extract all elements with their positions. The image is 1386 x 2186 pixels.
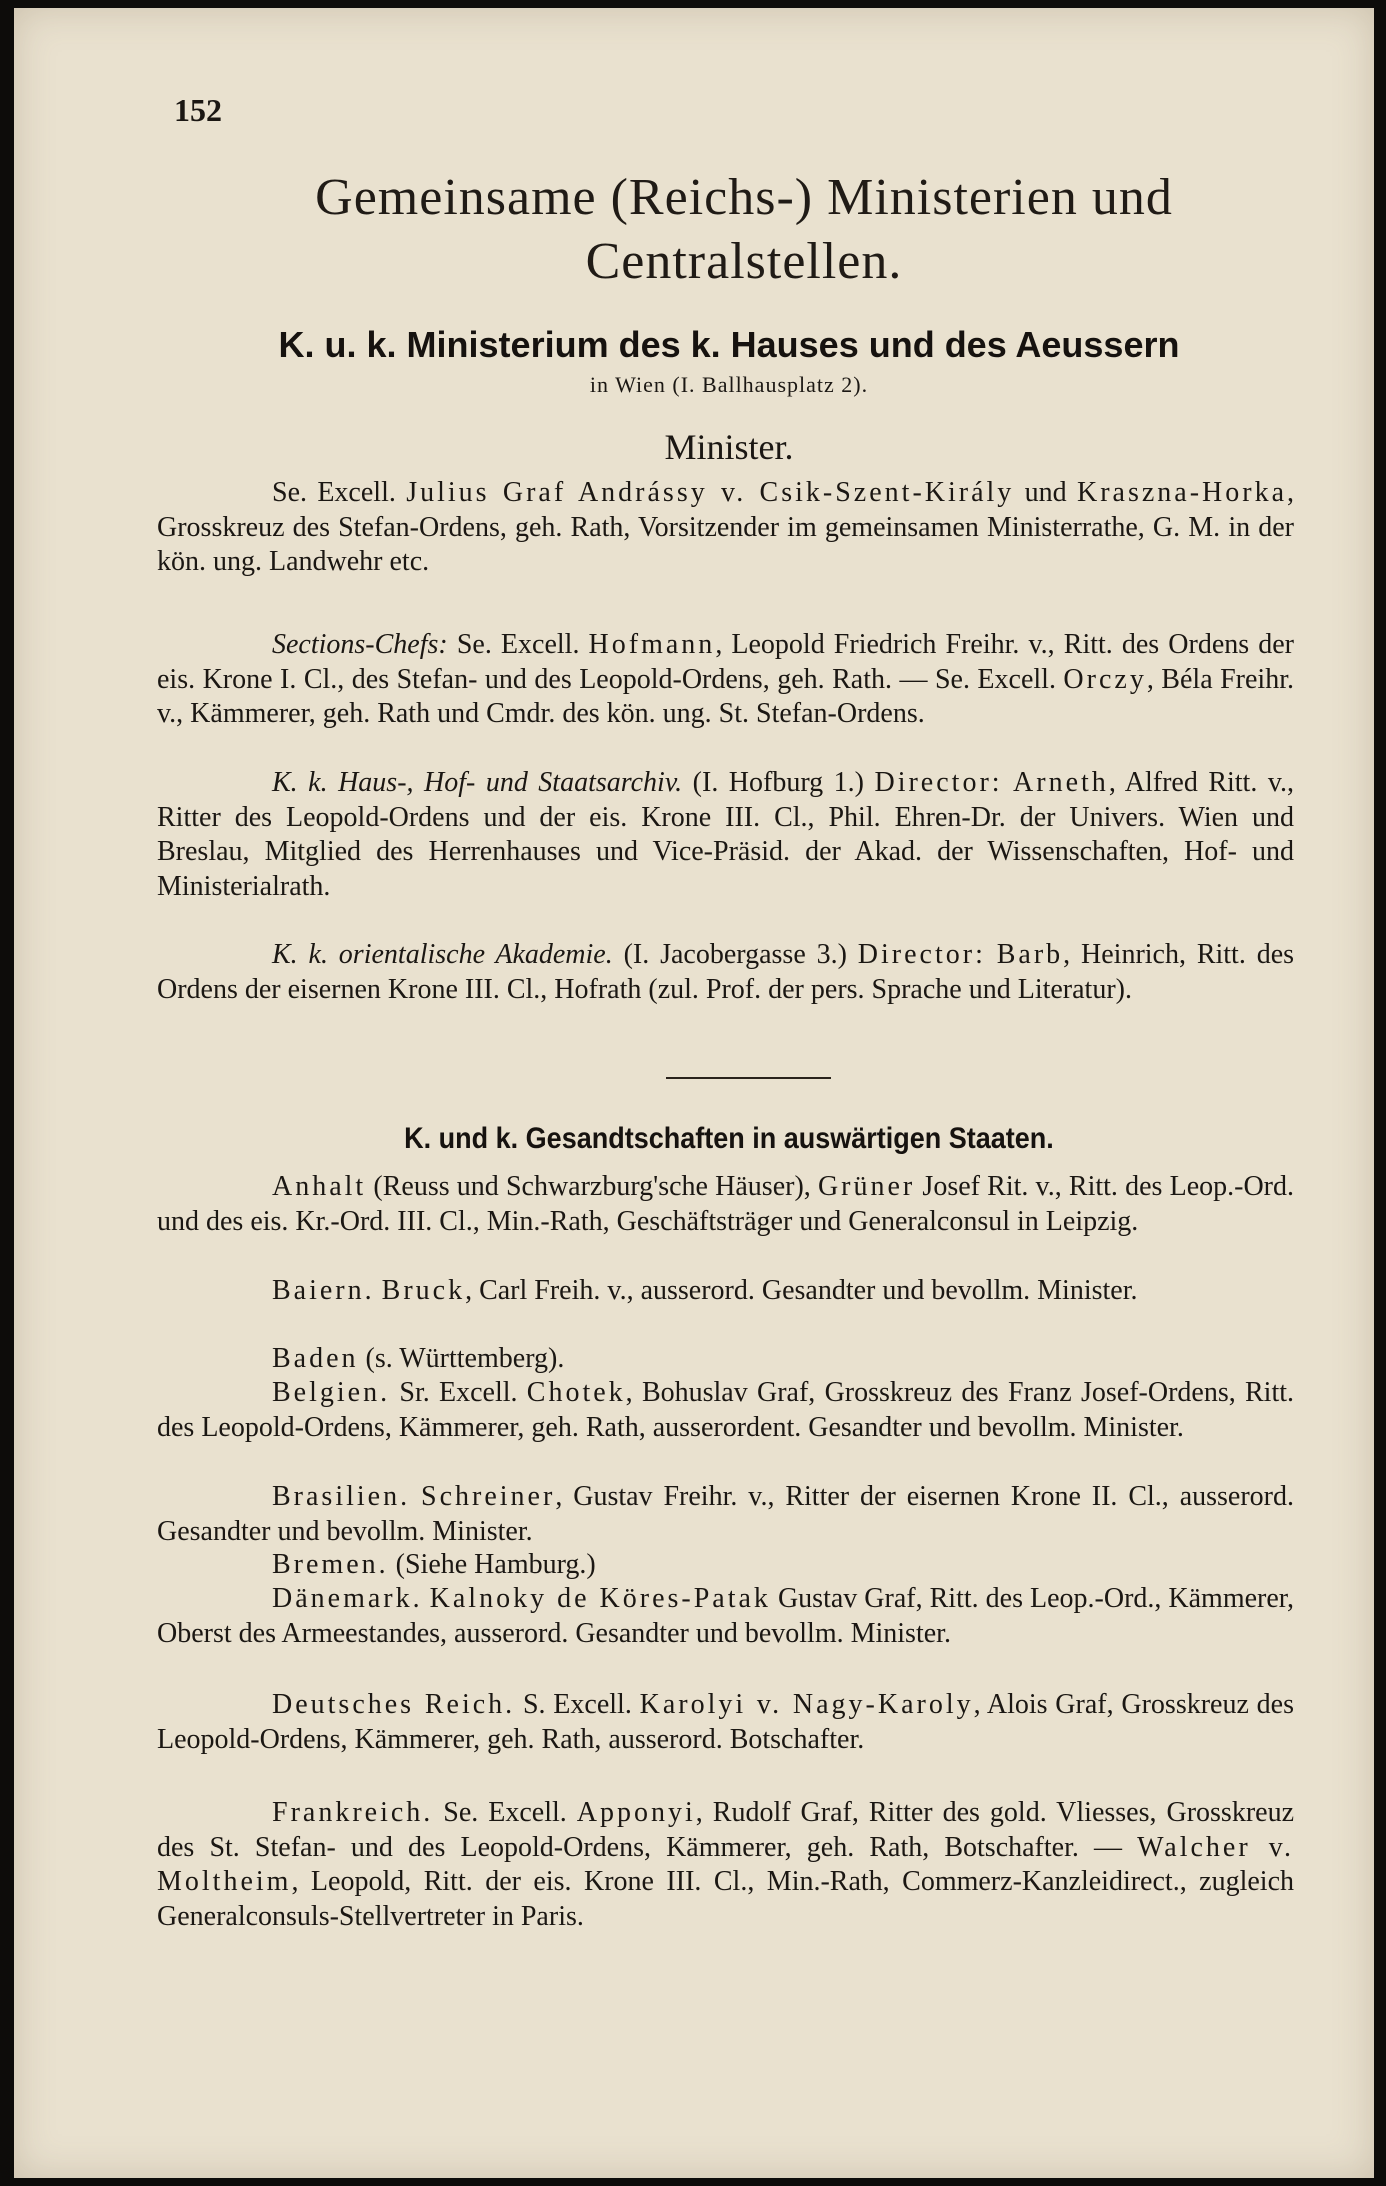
person-name: Schreiner [421,1481,556,1512]
text-run: , Leopold, Ritt. der eis. Krone III. Cl., Min.-Rath, Commerz-Kanzleidirect., zugleich Generalconsuls-Stellvertreter in Paris. [157,1866,1294,1932]
minister-heading: Minister. [664,427,794,467]
entry-deutsches-reich [157,1688,1294,1757]
person-name: Karolyi v. Nagy-Karoly [639,1689,974,1720]
entry-anhalt [157,1170,1294,1239]
text-run: , Bohuslav Graf, Grosskreuz des Franz Josef-Ordens, Ritt. des Leopold-Ordens, Kämmerer, geh. Rath, ausserordent. Gesandter und bevollm. Minister. [157,1377,1294,1443]
person-name: Arneth [1013,767,1109,798]
text-run [986,939,997,970]
place-name: Kraszna-Horka [1076,477,1287,508]
paragraph-label: K. k. orientalische Akademie. [272,939,613,970]
document-page [14,8,1374,2178]
ministerium-location: in Wien (I. Ballhausplatz 2). [589,372,869,397]
sections-chefs-paragraph [157,628,1294,732]
country-name: Bremen. [272,1549,389,1580]
person-name: Julius Graf Andrássy v. Csik-Szent-Király [406,477,1015,508]
text-run: , Heinrich, Ritt. des Ordens der eisernen Krone III. Cl., Hofrath (zul. Prof. der pers. Sprache und Literatur). [157,939,1295,1005]
entry-frankreich [157,1796,1294,1934]
person-name: Walcher v. Moltheim [157,1831,1294,1897]
paragraph-label: K. k. Haus-, Hof- und Staatsarchiv. [272,767,683,798]
minister-paragraph [157,476,1294,580]
text-run: , Alois Graf, Grosskreuz des Leopold-Ordens, Kämmerer, geh. Rath, ausserord. Botschafter. [157,1689,1294,1755]
role-label: Director: [857,939,986,970]
text-run: , Leopold Friedrich Freihr. v., Ritt. des Ordens der eis. Krone I. Cl., des Stefan- und des Leopold-Ordens, geh. Rath. — Se. Excell. [157,629,1294,695]
text-run: Se. Excell. [272,477,407,508]
text-run: Sr. Excell. [390,1377,527,1408]
entry-baden [157,1342,1294,1377]
text-run: S. Excell. [515,1689,640,1720]
text-run [375,1275,382,1306]
entry-brasilien [157,1480,1294,1549]
person-name: Kalnoky de Köres-Patak [429,1583,771,1614]
text-run: , Gustav Freihr. v., Ritter der eisernen Krone II. Cl., ausserord. Gesandter und bevollm. Minister. [157,1481,1295,1547]
person-name: Bruck [381,1275,466,1306]
person-name: Chotek [526,1377,626,1408]
text-run: (Reuss und Schwarzburg'sche Häuser), [366,1171,818,1202]
text-run [410,1481,421,1512]
title-line-1: Gemeinsame (Reichs-) Ministerien und [315,169,1173,226]
country-name: Dänemark. [272,1583,423,1614]
text-run: und [1014,477,1077,508]
country-name: Belgien. [272,1377,391,1408]
text-run: (Siehe Hamburg.) [388,1549,596,1580]
text-run: Gustav Graf, Ritt. des Leop.-Ord., Kämmerer, Oberst des Armeestandes, ausserord. Gesandter und bevollm. Minister. [157,1583,1295,1649]
person-name: Apponyi [576,1797,696,1828]
entry-belgien [157,1376,1294,1445]
page-title [179,166,1309,294]
entry-baiern [157,1274,1294,1309]
staatsarchiv-paragraph [157,766,1294,904]
country-name: Frankreich. [272,1797,434,1828]
text-run: (I. Hofburg 1.) [682,767,875,798]
person-name: Orczy [1063,663,1147,695]
text-run: , Carl Freih. v., ausserord. Gesandter und bevollm. Minister. [465,1275,1138,1306]
role-label: Director: [874,767,1003,798]
text-run: , Béla Freihr. v., Kämmerer, geh. Rath und Cmdr. des kön. ung. St. Stefan-Ordens. [157,663,1294,729]
text-run: , Alfred Ritt. v., Ritter des Leopold-Ordens und der eis. Krone III. Cl., Phil. Ehren-Dr. der Univers. Wien und Breslau, Mitglied des Herrenhauses und Vice-Präsid. der Akad. der Wissenschaften, Hof- und Ministerialrath. [157,767,1295,902]
country-name: Anhalt [272,1171,367,1202]
text-run [1003,767,1014,798]
person-name: Barb [996,939,1064,970]
title-line-2: Centralstellen. [585,233,903,290]
country-name: Baiern. [272,1275,375,1306]
country-name: Deutsches Reich. [272,1689,516,1720]
text-run: , Rudolf Graf, Ritter des gold. Vliesses, Grosskreuz des St. Stefan- und des Leopold-Ordens, Kämmerer, geh. Rath, Botschafter. — [157,1797,1295,1863]
person-name: Hofmann [588,629,716,660]
text-run [423,1583,430,1614]
text-run: , Grosskreuz des Stefan-Ordens, geh. Rath, Vorsitzender im gemeinsamen Ministerrathe, G. M. in der kön. ung. Landwehr etc. [157,477,1294,577]
section-title-gesandtschaften: K. und k. Gesandtschaften in auswärtigen Staaten. [404,1122,1054,1155]
country-name: Brasilien. [272,1481,411,1512]
text-run: Se. Excell. [447,629,589,660]
entry-bremen [157,1548,1294,1583]
akademie-paragraph [157,938,1294,1007]
entry-daenemark [157,1582,1294,1651]
text-run: (s. Württemberg). [358,1343,565,1374]
section-divider [666,1077,831,1079]
country-name: Baden [272,1343,359,1374]
paragraph-label: Sections-Chefs: [272,629,448,660]
person-name: Grüner [817,1171,916,1202]
text-run: Se. Excell. [433,1797,577,1828]
page-number: 152 [174,92,222,128]
text-run: (I. Jacobergasse 3.) [612,939,858,970]
section-title-ministerium: K. u. k. Ministerium des k. Hauses und des Aeussern [278,324,1180,365]
text-run: Josef Rit. v., Ritt. des Leop.-Ord. und des eis. Kr.-Ord. III. Cl., Min.-Rath, Geschäftsträger und Generalconsul in Leipzig. [157,1171,1294,1237]
